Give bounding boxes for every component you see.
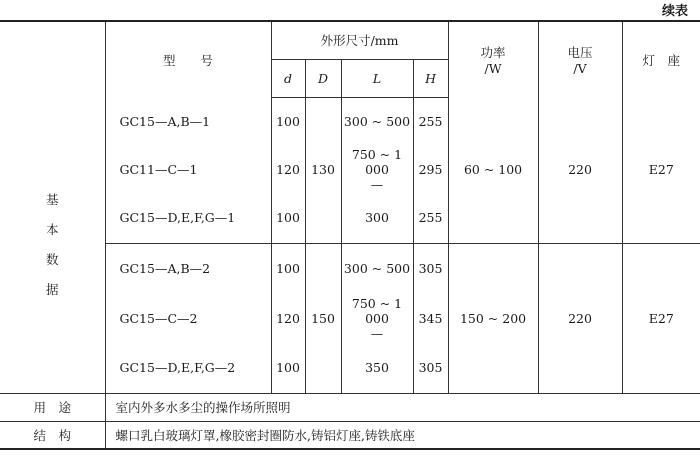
dim-L-value: 300 ~ 500 <box>343 260 411 276</box>
dim-D-cell <box>305 193 341 243</box>
socket-cell: E27 <box>622 243 700 393</box>
dim-L-cell <box>341 193 413 243</box>
header-power <box>448 21 538 97</box>
dim-L-cell <box>341 343 413 393</box>
basic-data-char: 据 <box>45 281 59 297</box>
header-dim-d: d <box>271 59 305 97</box>
header-voltage-label: 电压 <box>567 45 593 60</box>
model-cell: GC15—A,B—1 <box>105 97 271 145</box>
dim-L-dash: — <box>370 176 384 192</box>
dim-L-cell <box>341 145 413 193</box>
model-cell: GC15—C—2 <box>105 293 271 343</box>
dim-d-cell: 120 <box>271 293 305 343</box>
model-cell: GC15—D,E,F,G—1 <box>105 193 271 243</box>
continued-label: 续表 <box>661 4 688 19</box>
power-cell: 60 ~ 100 <box>448 97 538 243</box>
dim-L-cell <box>341 293 413 343</box>
dim-L-value: 750 ~ 1 000 <box>351 146 403 177</box>
dim-H-cell: 305 <box>413 343 448 393</box>
header-voltage <box>538 21 622 97</box>
header-dim-L: L <box>341 59 413 97</box>
dim-D-cell <box>305 243 341 293</box>
header-model: 型 号 <box>105 21 271 97</box>
header-dim-H: H <box>413 59 448 97</box>
dim-d-cell: 100 <box>271 193 305 243</box>
dim-L-value: 350 <box>365 360 389 376</box>
dim-L-value: 750 ~ 1 000 <box>351 295 403 326</box>
dim-L-dash: — <box>370 325 384 341</box>
model-cell: GC15—A,B—2 <box>105 243 271 293</box>
socket-cell: E27 <box>622 97 700 243</box>
header-dim-D: D <box>305 59 341 97</box>
dim-d-cell: 100 <box>271 97 305 145</box>
dim-L-cell <box>341 97 413 145</box>
dim-L-value: 300 ~ 500 <box>343 113 411 129</box>
dim-L-cell <box>341 243 413 293</box>
dim-H-cell: 255 <box>413 193 448 243</box>
basic-data-char: 基 <box>45 191 59 207</box>
basic-data-char: 本 <box>45 221 59 237</box>
structure-value: 螺口乳白玻璃灯罩,橡胶密封圈防水,铸铝灯座,铸铁底座 <box>105 421 700 449</box>
basic-data-label <box>0 97 105 393</box>
header-power-label: 功率 <box>480 45 506 60</box>
header-voltage-unit: /V <box>573 61 587 76</box>
header-blank-cell <box>0 21 105 97</box>
header-power-unit: /W <box>484 61 502 76</box>
dim-d-cell: 100 <box>271 243 305 293</box>
dim-L-value: 300 <box>365 210 389 226</box>
dim-H-cell: 255 <box>413 97 448 145</box>
model-cell: GC15—D,E,F,G—2 <box>105 343 271 393</box>
structure-label: 结 构 <box>0 421 105 449</box>
dim-D-cell: 150 <box>305 293 341 343</box>
voltage-cell: 220 <box>538 97 622 243</box>
dim-H-cell: 295 <box>413 145 448 193</box>
model-cell: GC11—C—1 <box>105 145 271 193</box>
dim-H-cell: 345 <box>413 293 448 343</box>
header-socket: 灯 座 <box>622 21 700 97</box>
dim-H-cell: 305 <box>413 243 448 293</box>
basic-data-char: 数 <box>45 251 59 267</box>
dim-D-cell <box>305 97 341 145</box>
dim-d-cell: 100 <box>271 343 305 393</box>
voltage-cell: 220 <box>538 243 622 393</box>
usage-value: 室内外多水多尘的操作场所照明 <box>105 393 700 421</box>
dim-D-cell: 130 <box>305 145 341 193</box>
spec-table <box>0 20 700 450</box>
dim-d-cell: 120 <box>271 145 305 193</box>
dim-D-cell <box>305 343 341 393</box>
power-cell: 150 ~ 200 <box>448 243 538 393</box>
usage-label: 用 途 <box>0 393 105 421</box>
header-dimensions: 外形尺寸/mm <box>271 21 448 59</box>
